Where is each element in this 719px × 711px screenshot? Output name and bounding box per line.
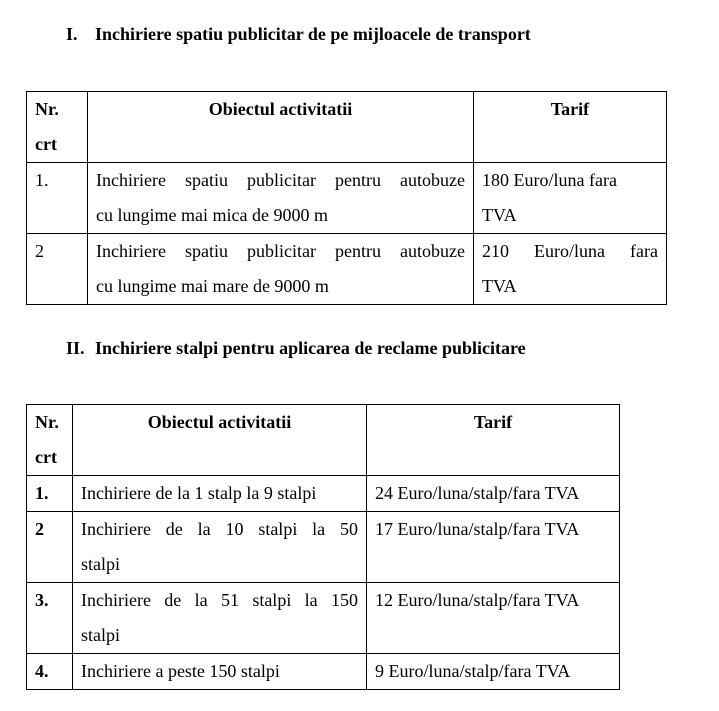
row-tariff: 9 Euro/luna/stalp/fara TVA: [367, 654, 620, 690]
table-row: [27, 512, 620, 583]
table-row: [27, 476, 620, 512]
row-number: 3.: [27, 583, 73, 654]
row-tariff: [474, 234, 667, 305]
header-tariff: Tarif: [367, 405, 620, 476]
tariff-text-line-2: TVA: [482, 205, 517, 225]
activity-text-line-1: Inchiriere spatiu publicitar pentru autobuze: [96, 241, 465, 261]
tariff-text-line-2: TVA: [482, 276, 517, 296]
section-2-title: Inchiriere stalpi pentru aplicarea de reclame publicitare: [95, 338, 526, 358]
activity-text-line-2: cu lungime mai mica de 9000 m: [96, 205, 328, 225]
tariff-text-line-1: 180 Euro/luna fara: [482, 170, 617, 190]
row-activity: [73, 476, 367, 512]
table-row: [27, 163, 667, 234]
row-tariff: 17 Euro/luna/stalp/fara TVA: [367, 512, 620, 583]
activity-text-line-1: Inchiriere de la 1 stalp la 9 stalpi: [81, 483, 317, 503]
row-tariff: 24 Euro/luna/stalp/fara TVA: [367, 476, 620, 512]
row-tariff: 12 Euro/luna/stalp/fara TVA: [367, 583, 620, 654]
row-number: 1.: [27, 476, 73, 512]
header-nr-crt: [27, 405, 73, 476]
table-row: [27, 234, 667, 305]
tariff-text-line-1: 210 Euro/luna fara: [482, 241, 658, 261]
table-header-row: [27, 92, 667, 163]
header-crt-label: crt: [35, 447, 57, 467]
header-activity: Obiectul activitatii: [88, 92, 474, 163]
row-number: 2: [27, 234, 88, 305]
section-1-heading: [66, 23, 531, 45]
table-row: [27, 583, 620, 654]
activity-text-line-1: Inchiriere de la 10 stalpi la 50: [81, 519, 358, 539]
header-activity: Obiectul activitatii: [73, 405, 367, 476]
activity-text-line-1: Inchiriere a peste 150 stalpi: [81, 661, 280, 681]
row-number: 2: [27, 512, 73, 583]
section-2-heading: [66, 337, 526, 359]
section-1-title: Inchiriere spatiu publicitar de pe mijloacele de transport: [95, 24, 531, 44]
table-row: [27, 654, 620, 690]
row-activity: [73, 583, 367, 654]
activity-text-line-2: stalpi: [81, 554, 120, 574]
header-crt-label: crt: [35, 134, 57, 154]
activity-text-line-2: cu lungime mai mare de 9000 m: [96, 276, 329, 296]
transport-advertising-table: [26, 91, 667, 305]
activity-text-line-1: Inchiriere spatiu publicitar pentru autobuze: [96, 170, 465, 190]
row-activity: [88, 163, 474, 234]
row-activity: [73, 512, 367, 583]
activity-text-line-2: stalpi: [81, 625, 120, 645]
table-header-row: [27, 405, 620, 476]
pole-advertising-table: [26, 404, 620, 690]
section-1-number: I.: [66, 24, 78, 44]
row-activity: [73, 654, 367, 690]
header-nr-crt: [27, 92, 88, 163]
activity-text-line-1: Inchiriere de la 51 stalpi la 150: [81, 590, 358, 610]
row-number: 4.: [27, 654, 73, 690]
row-number: 1.: [27, 163, 88, 234]
row-activity: [88, 234, 474, 305]
header-nr-label: Nr.: [35, 412, 59, 432]
header-tariff: Tarif: [474, 92, 667, 163]
header-nr-label: Nr.: [35, 99, 59, 119]
section-2-number: II.: [66, 338, 85, 358]
row-tariff: [474, 163, 667, 234]
